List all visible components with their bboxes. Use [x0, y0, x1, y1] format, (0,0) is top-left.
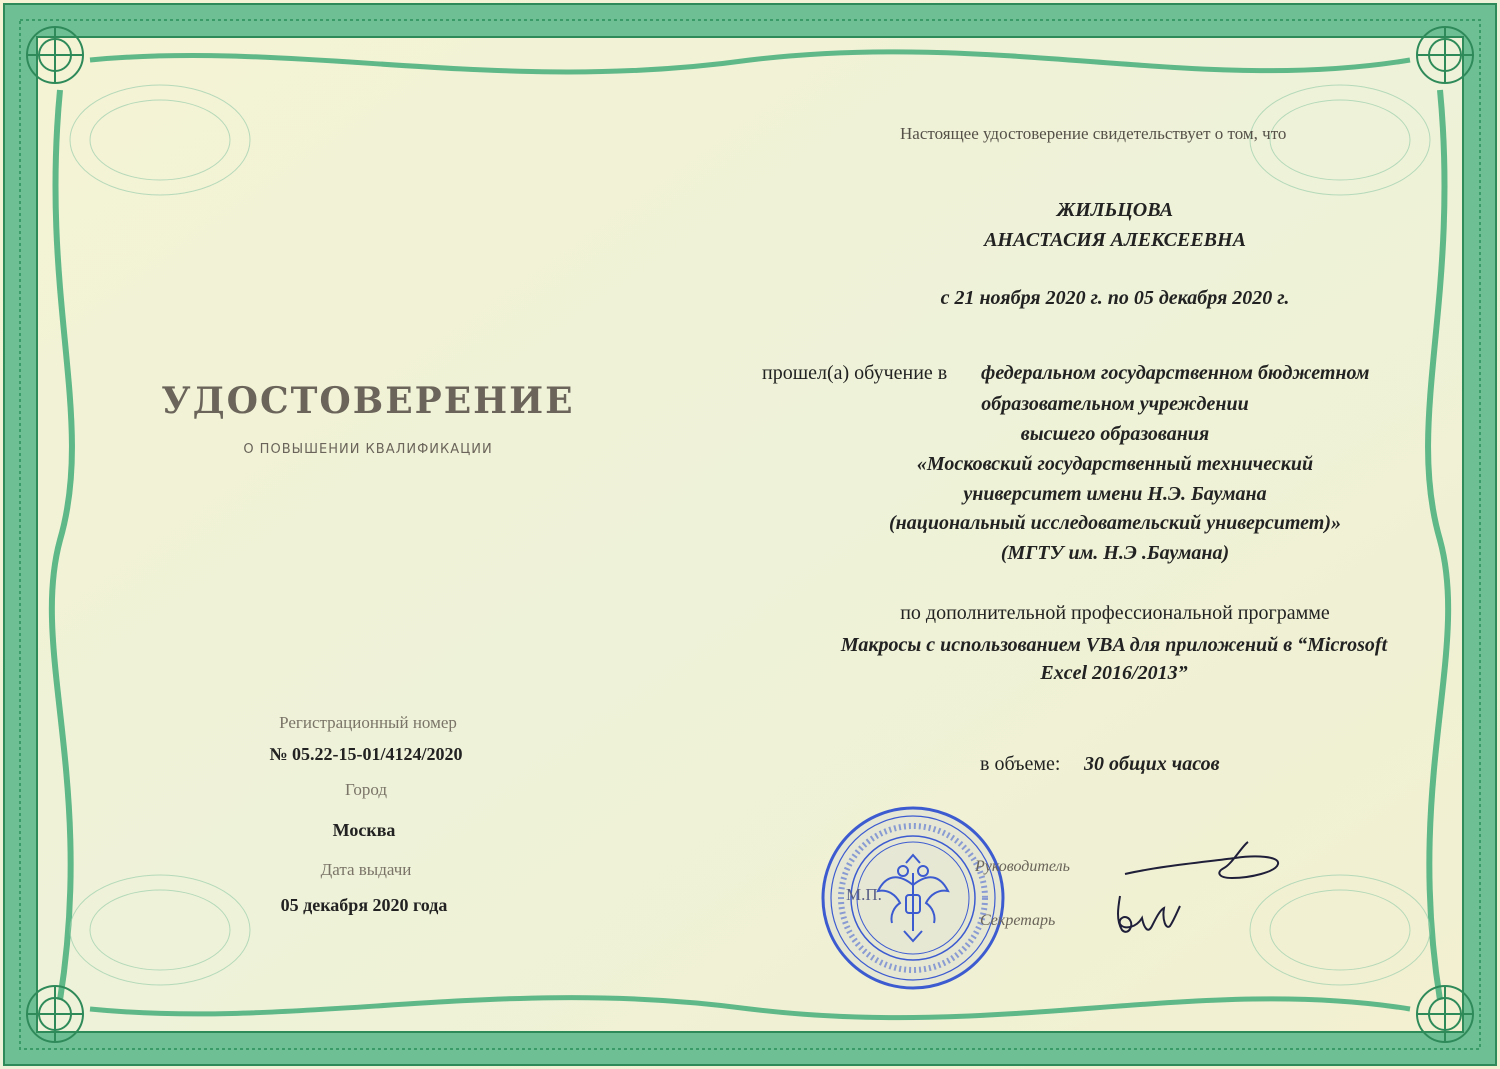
issue-date: 05 декабря 2020 года: [280, 895, 448, 915]
training-period: с 21 ноября 2020 г. по 05 декабря 2020 г.: [940, 287, 1290, 309]
head-signature: [1120, 838, 1290, 898]
head-label: Руководитель: [975, 858, 1070, 875]
secretary-label: Секретарь: [980, 912, 1056, 929]
program-label: по дополнительной профессиональной программе: [900, 602, 1330, 624]
certificate-title: УДОСТОВЕРЕНИЕ: [161, 380, 575, 422]
certificate-subtitle: О ПОВЫШЕНИИ КВАЛИФИКАЦИИ: [243, 442, 493, 457]
intro-text: Настоящее удостоверение свидетельствует о том, что: [900, 124, 1287, 143]
reg-number-label: Регистрационный номер: [279, 713, 457, 732]
reg-number: № 05.22-15-01/4124/2020: [269, 744, 463, 764]
secretary-signature: [1108, 890, 1188, 940]
program-line-2: Excel 2016/2013”: [1040, 662, 1188, 684]
volume-value: 30 общих часов: [1084, 753, 1220, 775]
program-line-1: Макросы с использованием VBA для приложений в “Microsoft: [840, 634, 1388, 656]
holder-surname: ЖИЛЬЦОВА: [1056, 199, 1174, 221]
org-line-5: университет имени Н.Э. Баумана: [963, 483, 1267, 505]
volume-label: в объеме:: [980, 753, 1061, 775]
org-line-1: федеральном государственном бюджетном: [981, 362, 1370, 384]
org-line-7: (МГТУ им. Н.Э .Баумана): [1000, 542, 1230, 564]
city: Москва: [332, 820, 396, 840]
org-line-6: (национальный исследовательский университет)»: [889, 512, 1341, 534]
trained-prefix: прошел(а) обучение в: [762, 362, 948, 384]
issue-date-label: Дата выдачи: [320, 860, 412, 879]
city-label: Город: [345, 780, 387, 799]
seal-mp-mark: М.П.: [846, 885, 882, 904]
org-line-3: высшего образования: [1020, 423, 1210, 445]
org-line-4: «Московский государственный технический: [916, 453, 1314, 475]
org-line-2: образовательном учреждении: [981, 393, 1249, 415]
holder-name: АНАСТАСИЯ АЛЕКСЕЕВНА: [984, 229, 1246, 251]
